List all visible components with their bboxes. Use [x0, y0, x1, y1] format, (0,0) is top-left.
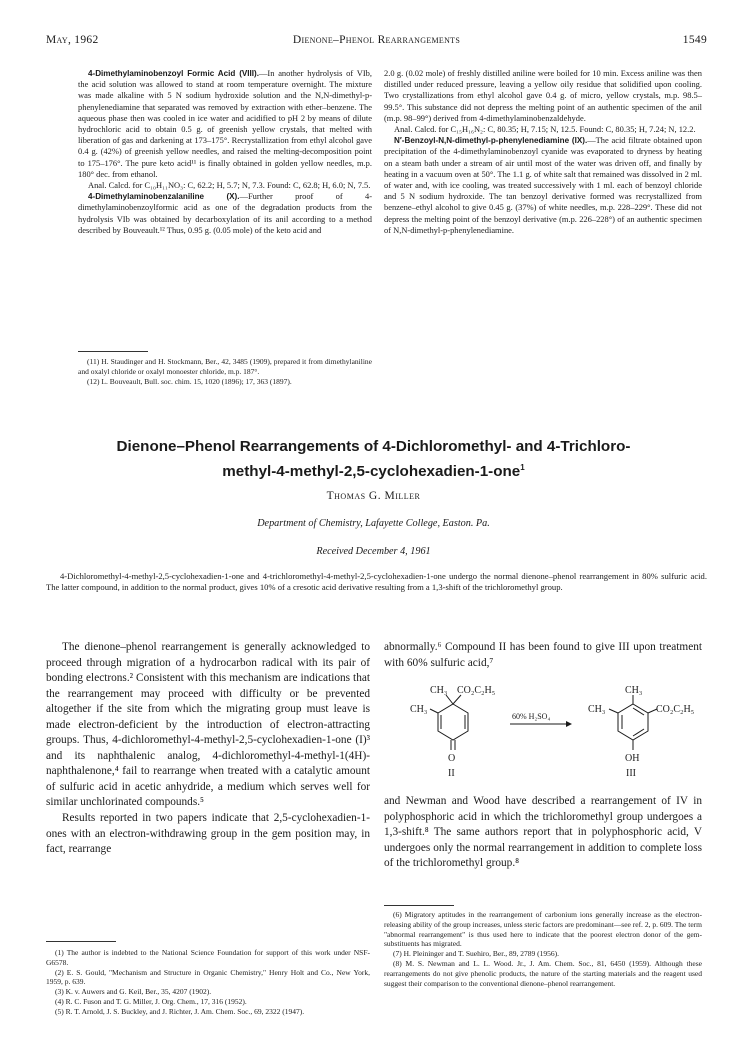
footnote-7: (7) H. Pleininger and T. Suehiro, Ber., 89, 2789 (1956).: [393, 949, 559, 959]
body-right-column-continued: [384, 794, 702, 872]
body-paragraph-2: Results reported in two papers indicate that 2,5-cyclohexadien-1-ones with an electron-withdrawing group in the gem position may, in fact, rearrange: [46, 812, 370, 856]
heading-keto-acid: 4-Dimethylaminobenzoyl Formic Acid (VIII).: [88, 69, 259, 78]
footnotes-bottom-right: [384, 910, 702, 988]
heading-benzoyl: N′-Benzoyl-N,N-dimethyl-p-phenylenediamine (IX).: [394, 136, 588, 146]
header-title: Dienone–Phenol Rearrangements: [292, 34, 461, 46]
paragraph-anil: 2.0 g. (0.02 mole) of freshly distilled aniline were boiled for 10 min. Excess aniline was then distilled under reduced pressure, leaving a yellow oily residue that solidified upon cooling. Two crystallizations from ethyl alcohol gave 0.4 g. of micro, yellow crystals, m.p. 98.5–99.5°. This substance did not depress the melting point of an authentic specimen of the anil (m.p. 98–99°) derived from 4-dimethylaminobenzaldehyde.: [384, 68, 702, 123]
footnotes-bottom-left: [46, 948, 370, 1017]
gem-bond: [453, 695, 461, 704]
body-paragraph-4: and Newman and Wood have described a rearrangement of IV in polyphosphoric acid in which the trichloromethyl group undergoes a 1,3-shift.⁸ The same authors report that in polyphosphoric acid, V undergoes only the normal rearrangement in addition to complete loss of the trichloromethyl group.⁸: [384, 795, 702, 870]
reaction-arrow: [510, 712, 572, 727]
arrow-head: [566, 721, 572, 727]
methyl-bond: [609, 709, 618, 713]
paragraph-keto-acid: [78, 68, 372, 180]
footnote-11: (11) H. Staudinger and H. Stockmann, Ber., 42, 3485 (1909), prepared it from dimethylaniline and oxalyl chloride or oxalyl monoester chloride, m.p. 187°.: [78, 357, 372, 376]
label-ch3: CH₃: [410, 704, 428, 715]
label-hydroxyl: OH: [625, 753, 640, 764]
experimental-left-column: [78, 68, 372, 236]
compound-iii-structure: [588, 685, 694, 779]
footnote-6: (6) Migratory aptitudes in the rearrangement of carbonium ions generally increase as the electron-releasing ability of the group increases, unless steric factors are predominant—see ref. 2, p. 609. The term "abnormal rearrangement" is thus used here to indicate that the poorest electron donor of the gem-substituents has migrated.: [384, 910, 702, 949]
reaction-scheme: [410, 682, 710, 784]
received-date: Received December 4, 1961: [316, 546, 431, 557]
article-title: [40, 436, 707, 482]
author: Thomas G. Miller: [326, 490, 421, 502]
analysis-anil: Anal. Calcd. for C₁₅H₁₆N₂: C, 80.35; H, 7.15; N, 12.5. Found: C, 80.35; H, 7.24; N, 12.2.: [394, 124, 696, 135]
body-right-column: [384, 640, 702, 671]
paragraph-benzoyl: [384, 135, 702, 236]
label-ch3: CH₃: [430, 685, 448, 696]
title-footnote-mark: 1: [520, 463, 525, 472]
gem-bond: [446, 695, 453, 704]
label-co2et: CO₂C₂H₅: [656, 704, 695, 715]
text-keto-acid: —In another hydrolysis of VIb, the acid solution was allowed to stand at room temperature overnight. The mixture was made alkaline with 5 N sodium hydroxide solution and the N,N-dimethyl-p-phenylenediamine that separated was removed by extraction with ether–benzene. The aqueous phase then was cooled in ice water and acidified to pH 2 by means of dilute hydrochloric acid to obtain 0.5 g. of greenish yellow crystals, that melted with liberation of gas and darkening at 173–175°. Recrystallization from ethyl alcohol gave 0.4 g. (42%) of greenish yellow needles, and raised the melting-decomposition point to 175–176°. The pure keto acid¹¹ is finally obtained in golden yellow needles, m.p. 180° dec. from ethanol.: [78, 68, 372, 179]
title-line-2: methyl-4-methyl-2,5-cyclohexadien-1-one$^1$: [222, 463, 525, 481]
paragraph-benzalaniline: [78, 191, 372, 236]
methyl-bond: [430, 709, 438, 713]
footnote-2: (2) E. S. Gould, "Mechanism and Structure in Organic Chemistry," Henry Holt and Co., New York, 1959, p. 639.: [46, 967, 370, 987]
footnote-divider-top-left: [78, 351, 148, 352]
footnote-divider-bottom-right: [384, 905, 454, 906]
compound-ii-structure: [410, 685, 495, 779]
body-left-column: [46, 640, 370, 858]
label-ch3: CH₃: [588, 704, 606, 715]
footnote-4: (4) R. C. Fuson and T. G. Miller, J. Org. Chem., 17, 316 (1952).: [55, 996, 247, 1006]
label-oxygen: O: [448, 753, 456, 764]
footnote-5: (5) R. T. Arnold, J. S. Buckley, and J. Richter, J. Am. Chem. Soc., 69, 2322 (1947).: [55, 1006, 305, 1016]
footnote-12: (12) L. Bouveault, Bull. soc. chim. 15, 1020 (1896); 17, 363 (1897).: [87, 376, 292, 386]
footnotes-top-left: [78, 357, 372, 386]
text-benzalaniline: —Further proof of 4-dimethylaminobenzoylformic acid as one of the degradation products from the hydrolysis VIb was obtained by decarboxylation of its anil according to a method described by Bouveault.¹² Thus, 0.95 g. (0.05 mole) of the keto acid and: [78, 191, 373, 235]
header-date: May, 1962: [46, 34, 99, 46]
footnote-1: (1) The author is indebted to the National Science Foundation for support of this work under NSF-G6578.: [46, 948, 370, 967]
heading-benzalaniline: 4-Dimethylaminobenzalaniline (X).: [88, 192, 240, 202]
title-line-1: Dienone–Phenol Rearrangements of 4-Dichloromethyl- and 4-Trichloro-: [116, 438, 631, 455]
text-benzoyl: —The acid filtrate obtained upon precipitation of the 4-dimethylaminobenzoyl cyanide was evaporated to dryness by heating on a steam bath under a stream of air until most of the water was driven off, and finally by heating in a vacuum oven at 50°. The 1.1 g. of white salt that remained was dissolved in 2 ml. of water and, with ice cooling, was treated successively with 1 ml. each of benzoyl chloride and 5 N sodium hydroxide. The tan benzoyl derivative formed was recrystallized from benzene–ethyl alcohol to give 0.45 g. (37%) of white needles, m.p. 228–229°. These did not depress the melting point of the benzoyl derivative (m.p. 226–228°) of an authentic specimen of N,N-dimethyl-p-phenylenediamine.: [384, 135, 703, 235]
label-co2et: CO₂C₂H₅: [457, 685, 496, 696]
label-compound-iii: III: [626, 768, 636, 779]
label-compound-ii: II: [448, 768, 455, 779]
label-ch3: CH₃: [625, 685, 643, 696]
footnote-3: (3) K. v. Auwers and G. Keil, Ber., 35, 4207 (1902).: [55, 987, 212, 997]
body-paragraph-1: The dienone–phenol rearrangement is generally acknowledged to proceed through migration of a hydrocarbon radical with its pair of bonding electrons.² Consistent with this mechanism are indications that the rearrangement may proceed with difficulty or be prevented altogether if the site from which the migrating group must leave is made electron-deficient by the introduction of electron-attracting groups. Thus, 4-dichloromethyl-4-methyl-2,5-cyclohexadien-1-one (I)³ and its naphthalenic analog, 4-dichloromethyl-4-methyl-1(4H)-naphthalenone,⁴ fail to rearrange when treated with a catalytic amount of sulfuric acid in acetic anhydride, a medium which serves well for similar unchlorinated compounds.⁵: [46, 641, 370, 809]
footnote-divider-bottom-left: [46, 941, 116, 942]
abstract: 4-Dichloromethyl-4-methyl-2,5-cyclohexadien-1-one and 4-trichloromethyl-4-methyl-2,5-cyclohexadien-1-one undergo the normal dienone–phenol rearrangement in 80% sulfuric acid. The latter compound, in addition to the normal product, gives 10% of a cresotic acid derivative resulting from a 1,3-shift of the trichloromethyl group.: [46, 571, 707, 593]
affiliation: Department of Chemistry, Lafayette College, Easton. Pa.: [257, 518, 490, 529]
body-paragraph-3: abnormally.⁶ Compound II has been found to give III upon treatment with 60% sulfuric acid,⁷: [384, 641, 702, 669]
page-number: 1549: [682, 34, 707, 46]
reagent-label: 60% H₂SO₄: [512, 712, 551, 721]
dienone-ring: [438, 704, 468, 740]
experimental-right-column: [384, 68, 702, 236]
footnote-8: (8) M. S. Newman and L. L. Wood. Jr., J. Am. Chem. Soc., 81, 6450 (1959). Although these rearrangements do not give phenolic products, the nature of the starting materials and the reagent used suggest their comparison to the conventional dienone–phenol rearrangement.: [384, 958, 702, 988]
running-head: [46, 34, 707, 50]
analysis-keto-acid: Anal. Calcd. for C₁₀H₁₁NO₃: C, 62.2; H, 5.7; N, 7.3. Found: C, 62.8; H, 6.0; N, 7.5.: [88, 180, 371, 191]
